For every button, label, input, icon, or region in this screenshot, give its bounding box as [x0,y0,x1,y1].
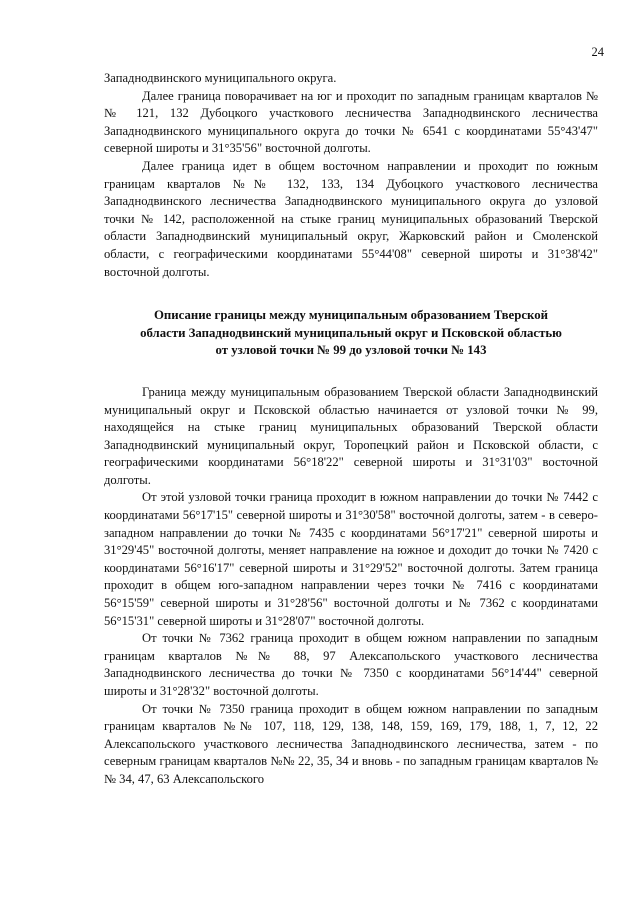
paragraph: Далее граница идет в общем восточном направлении и проходит по южным границам кварталов №№ 132, 133, 134 Дубоцкого участкового лесничества Западнодвинского лесничества Западнодвинского муниципального округа до узловой точки № 142, расположенной на стыке границ муниципальных образований Тверской области Западнодвинский муниципальный округ, Жарковский район и Смоленской области, с географическими координатами 55°44'08" северной широты и 31°38'42" восточной долготы. [104,158,598,279]
heading-line: от узловой точки № 99 до узловой точки № 143 [215,343,487,358]
paragraph: От точки № 7362 граница проходит в общем южном направлении по западным границам кварталов №№ 88, 97 Алексапольского участкового лесничества Западнодвинского лесничества до точки № 7350 с координатами 56°14'44" северной широты и 31°28'32" восточной долготы. [104,631,598,698]
heading-line: области Западнодвинский муниципальный округ и Псковской областью [140,325,562,340]
section-heading [104,307,598,360]
paragraph: Граница между муниципальным образованием Тверской области Западнодвинский муниципальный округ и Псковской областью начинается от узловой точки № 99, находящейся на стыке границ муниципальных образований Тверской области Западнодвинский муниципальный округ, Торопецкий район и Псковской области, с географическими координатами 56°18'22" северной широты и 31°31'03" восточной долготы. [104,384,598,487]
page-number: 24 [591,45,604,59]
heading-line: Описание границы между муниципальным образованием Тверской [153,308,549,323]
paragraph-continuation: Западнодвинского муниципального округа. [104,71,337,85]
document-body [104,70,598,789]
paragraph: От точки № 7350 граница проходит в общем южном направлении по западным границам кварталов №№ 107, 118, 129, 138, 148, 159, 169, 179, 188, 1, 7, 12, 22 Алексапольского участкового лесничества Западнодвинского лесничества, затем - по северным границам кварталов №№ 22, 35, 34 и вновь - по западным границам кварталов №№ 34, 47, 63 Алексапольского [104,701,598,786]
paragraph: От этой узловой точки граница проходит в южном направлении до точки № 7442 с координатами 56°17'15" северной широты и 31°30'58" восточной долготы, затем - в северо-западном направлении до точки № 7435 с координатами 56°17'21" северной широты и 31°29'45" восточной долготы, меняет направление на южное и доходит до точки № 7420 с координатами 56°16'17" северной широты и 31°29'52" восточной долготы. Затем граница проходит в общем юго-западном направлении через точки № 7416 с координатами 56°15'59" северной широты и 31°28'56" восточной долготы и № 7362 с координатами 56°15'31" северной широты и 31°28'07" восточной долготы. [104,490,598,628]
paragraph: Далее граница поворачивает на юг и проходит по западным границам кварталов №№ 121, 132 Дубоцкого участкового лесничества Западнодвинского лесничества Западнодвинского муниципального округа до точки № 6541 с координатами 55°43'47" северной широты и 31°35'56" восточной долготы. [104,88,598,156]
